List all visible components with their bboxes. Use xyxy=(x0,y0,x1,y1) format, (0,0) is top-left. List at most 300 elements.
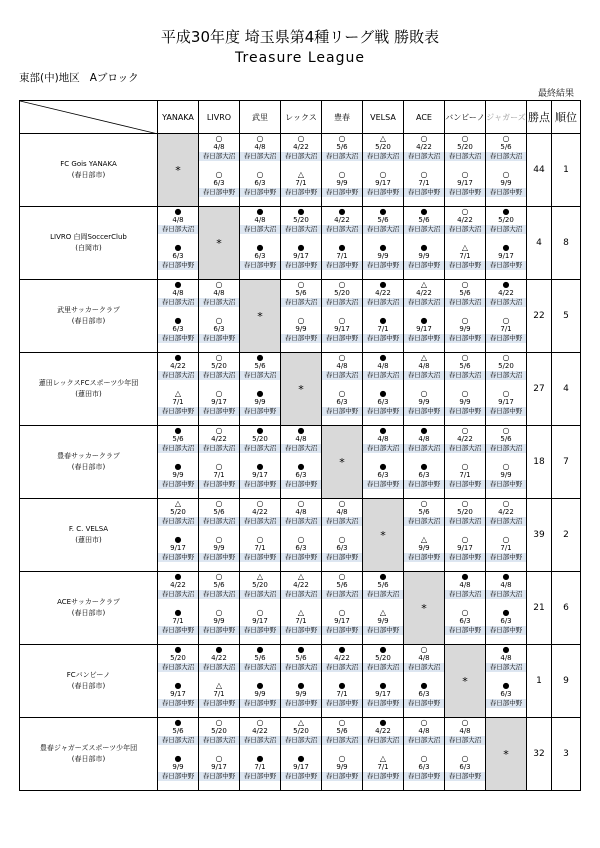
match-venue: 春日部中野 xyxy=(445,626,485,635)
match-venue: 春日部中野 xyxy=(363,626,403,635)
match-date: 5/6 xyxy=(418,508,430,516)
match-cell xyxy=(240,645,281,718)
rank-value: 1 xyxy=(552,134,581,207)
match-cell xyxy=(486,134,527,207)
match-venue: 春日部大沼 xyxy=(445,225,485,234)
match-date: 5/6 xyxy=(213,581,225,589)
match-date: 5/20 xyxy=(457,508,473,516)
result-mark: ● xyxy=(379,681,387,690)
match-venue: 春日部中野 xyxy=(199,334,239,343)
header-row xyxy=(20,101,581,134)
match-venue: 春日部大沼 xyxy=(281,444,321,453)
match-game xyxy=(199,681,239,717)
match-date: 9/17 xyxy=(211,398,227,406)
match-venue: 春日部大沼 xyxy=(445,590,485,599)
final-results-label: 最終結果 xyxy=(538,89,575,99)
match-date: 9/9 xyxy=(418,544,430,552)
match-venue: 春日部大沼 xyxy=(404,517,444,526)
match-game xyxy=(240,134,280,170)
match-venue: 春日部大沼 xyxy=(445,152,485,161)
match-cell xyxy=(363,645,404,718)
match-cell xyxy=(199,499,240,572)
result-mark: ○ xyxy=(297,280,305,289)
match-game xyxy=(158,718,198,754)
self-match-cell: * xyxy=(404,572,445,645)
match-date: 9/17 xyxy=(334,325,350,333)
self-match-cell: * xyxy=(240,280,281,353)
match-venue: 春日部大沼 xyxy=(158,663,198,672)
match-venue: 春日部大沼 xyxy=(363,298,403,307)
match-game xyxy=(158,608,198,644)
match-game xyxy=(445,608,485,644)
match-venue: 春日部中野 xyxy=(240,553,280,562)
match-cell xyxy=(404,645,445,718)
match-game xyxy=(363,608,403,644)
match-date: 5/20 xyxy=(498,216,514,224)
result-mark: ● xyxy=(379,316,387,325)
match-game xyxy=(363,754,403,790)
match-date: 4/8 xyxy=(377,362,389,370)
match-game xyxy=(445,462,485,498)
match-venue: 春日部中野 xyxy=(199,772,239,781)
match-date: 9/9 xyxy=(377,617,389,625)
match-date: 9/17 xyxy=(293,252,309,260)
match-game xyxy=(322,207,362,243)
match-venue: 春日部大沼 xyxy=(445,736,485,745)
match-venue: 春日部中野 xyxy=(240,188,280,197)
result-mark: ● xyxy=(338,681,346,690)
match-cell xyxy=(199,426,240,499)
result-mark: ○ xyxy=(338,754,346,763)
match-game xyxy=(363,134,403,170)
match-game xyxy=(281,572,321,608)
match-venue: 春日部中野 xyxy=(158,626,198,635)
match-game xyxy=(158,280,198,316)
result-mark: ● xyxy=(502,572,510,581)
result-mark: △ xyxy=(215,681,223,690)
match-venue: 春日部大沼 xyxy=(404,371,444,380)
match-venue: 春日部中野 xyxy=(363,407,403,416)
match-venue: 春日部中野 xyxy=(486,261,526,270)
result-mark: ● xyxy=(256,754,264,763)
match-venue: 春日部大沼 xyxy=(486,444,526,453)
column-header: バンビーノ xyxy=(445,101,486,134)
match-date: 9/9 xyxy=(336,763,348,771)
match-game xyxy=(240,535,280,571)
match-cell xyxy=(158,426,199,499)
result-mark: ○ xyxy=(502,134,510,143)
points-value: 32 xyxy=(527,718,552,791)
match-game xyxy=(404,207,444,243)
match-venue: 春日部中野 xyxy=(281,261,321,270)
result-mark: ○ xyxy=(420,170,428,179)
team-city: (春日部市) xyxy=(71,609,106,617)
match-date: 6/3 xyxy=(336,544,348,552)
match-venue: 春日部大沼 xyxy=(158,225,198,234)
match-date: 9/17 xyxy=(457,179,473,187)
match-date: 7/1 xyxy=(459,471,471,479)
result-mark: ○ xyxy=(461,426,469,435)
result-mark: ○ xyxy=(338,316,346,325)
result-mark: ● xyxy=(174,316,182,325)
result-mark: △ xyxy=(297,572,305,581)
match-cell xyxy=(240,134,281,207)
match-venue: 春日部大沼 xyxy=(240,663,280,672)
match-venue: 春日部中野 xyxy=(363,699,403,708)
match-game xyxy=(322,608,362,644)
match-game xyxy=(158,426,198,462)
column-header: YANAKA xyxy=(158,101,199,134)
match-game xyxy=(404,389,444,425)
match-venue: 春日部中野 xyxy=(240,626,280,635)
match-date: 7/1 xyxy=(213,690,225,698)
match-date: 9/17 xyxy=(375,690,391,698)
match-date: 4/22 xyxy=(293,143,309,151)
result-mark: △ xyxy=(420,353,428,362)
match-venue: 春日部大沼 xyxy=(240,517,280,526)
match-venue: 春日部中野 xyxy=(322,261,362,270)
match-game xyxy=(486,170,526,206)
match-venue: 春日部大沼 xyxy=(199,663,239,672)
match-date: 4/22 xyxy=(457,435,473,443)
team-name-cell xyxy=(20,353,158,426)
result-mark: ● xyxy=(379,645,387,654)
match-game xyxy=(199,170,239,206)
self-match-cell: * xyxy=(322,426,363,499)
result-mark: ○ xyxy=(338,608,346,617)
result-mark: ● xyxy=(174,608,182,617)
match-game xyxy=(445,499,485,535)
match-venue: 春日部中野 xyxy=(199,480,239,489)
match-venue: 春日部大沼 xyxy=(404,444,444,453)
match-game xyxy=(445,316,485,352)
match-cell xyxy=(158,353,199,426)
match-cell xyxy=(322,207,363,280)
self-match-cell: * xyxy=(363,499,404,572)
match-game xyxy=(240,353,280,389)
match-venue: 春日部大沼 xyxy=(240,444,280,453)
match-venue: 春日部大沼 xyxy=(199,298,239,307)
result-mark: ○ xyxy=(215,280,223,289)
match-venue: 春日部中野 xyxy=(404,553,444,562)
match-game xyxy=(322,243,362,279)
match-venue: 春日部中野 xyxy=(363,480,403,489)
match-venue: 春日部大沼 xyxy=(486,517,526,526)
match-date: 7/1 xyxy=(213,471,225,479)
match-game xyxy=(281,681,321,717)
match-game xyxy=(363,572,403,608)
match-date: 7/1 xyxy=(295,617,307,625)
match-game xyxy=(486,280,526,316)
match-cell xyxy=(322,134,363,207)
team-city: (蓮田市) xyxy=(75,536,102,544)
match-game xyxy=(199,572,239,608)
match-venue: 春日部大沼 xyxy=(363,371,403,380)
result-mark: ● xyxy=(502,207,510,216)
result-mark: ● xyxy=(174,681,182,690)
match-date: 6/3 xyxy=(295,544,307,552)
match-game xyxy=(199,134,239,170)
result-mark: ● xyxy=(174,353,182,362)
match-date: 9/17 xyxy=(416,325,432,333)
match-date: 6/3 xyxy=(418,690,430,698)
match-date: 9/9 xyxy=(418,398,430,406)
match-date: 5/20 xyxy=(170,508,186,516)
self-match-cell: * xyxy=(281,353,322,426)
match-cell xyxy=(322,499,363,572)
match-date: 4/8 xyxy=(418,362,430,370)
points-value: 21 xyxy=(527,572,552,645)
match-date: 9/9 xyxy=(254,398,266,406)
result-mark: ○ xyxy=(461,389,469,398)
match-date: 7/1 xyxy=(336,252,348,260)
match-date: 5/6 xyxy=(377,216,389,224)
match-cell xyxy=(281,426,322,499)
result-mark: △ xyxy=(420,535,428,544)
match-game xyxy=(281,535,321,571)
match-date: 5/6 xyxy=(295,654,307,662)
match-venue: 春日部中野 xyxy=(404,334,444,343)
match-date: 4/8 xyxy=(377,435,389,443)
team-row xyxy=(20,280,581,353)
column-header: ACE xyxy=(404,101,445,134)
match-game xyxy=(363,426,403,462)
match-date: 5/20 xyxy=(252,435,268,443)
match-game xyxy=(240,681,280,717)
result-mark: ○ xyxy=(420,389,428,398)
team-name: 武里サッカークラブ xyxy=(57,306,120,314)
match-game xyxy=(240,207,280,243)
match-venue: 春日部中野 xyxy=(486,699,526,708)
match-venue: 春日部中野 xyxy=(486,407,526,416)
team-name: F. C. VELSA xyxy=(68,525,109,533)
result-mark: ○ xyxy=(256,134,264,143)
result-mark: ○ xyxy=(297,316,305,325)
result-mark: ● xyxy=(461,572,469,581)
result-mark: ● xyxy=(256,681,264,690)
match-venue: 春日部大沼 xyxy=(322,225,362,234)
match-venue: 春日部中野 xyxy=(158,480,198,489)
match-game xyxy=(363,316,403,352)
match-venue: 春日部中野 xyxy=(404,699,444,708)
match-game xyxy=(486,243,526,279)
result-mark: ○ xyxy=(461,207,469,216)
match-venue: 春日部大沼 xyxy=(322,517,362,526)
match-date: 5/20 xyxy=(457,143,473,151)
match-game xyxy=(363,389,403,425)
match-date: 5/6 xyxy=(377,581,389,589)
match-date: 9/9 xyxy=(377,252,389,260)
match-date: 9/17 xyxy=(498,398,514,406)
result-mark: ● xyxy=(420,681,428,690)
match-date: 5/6 xyxy=(500,143,512,151)
match-game xyxy=(404,243,444,279)
match-game xyxy=(281,170,321,206)
team-name: ACEサッカークラブ xyxy=(57,598,120,606)
result-mark: ● xyxy=(297,681,305,690)
match-venue: 春日部大沼 xyxy=(322,298,362,307)
match-date: 4/8 xyxy=(336,362,348,370)
result-mark: ○ xyxy=(338,280,346,289)
match-cell xyxy=(404,426,445,499)
match-venue: 春日部中野 xyxy=(486,480,526,489)
result-mark: ○ xyxy=(338,718,346,727)
match-cell xyxy=(158,718,199,791)
block-name: Aブロック xyxy=(89,72,139,84)
team-name-cell xyxy=(20,426,158,499)
match-game xyxy=(486,426,526,462)
team-city: (春日部市) xyxy=(71,682,106,690)
match-game xyxy=(445,134,485,170)
match-date: 4/22 xyxy=(416,143,432,151)
match-game xyxy=(322,499,362,535)
match-venue: 春日部中野 xyxy=(445,407,485,416)
team-name-cell xyxy=(20,207,158,280)
match-date: 5/6 xyxy=(172,727,184,735)
result-mark: ● xyxy=(174,426,182,435)
result-mark: ○ xyxy=(215,353,223,362)
self-match-cell: * xyxy=(158,134,199,207)
result-mark: ○ xyxy=(215,718,223,727)
result-mark: ● xyxy=(174,535,182,544)
match-venue: 春日部大沼 xyxy=(199,371,239,380)
result-mark: △ xyxy=(379,608,387,617)
rank-value: 7 xyxy=(552,426,581,499)
match-game xyxy=(445,718,485,754)
match-game xyxy=(486,316,526,352)
result-mark: ○ xyxy=(215,316,223,325)
result-mark: ● xyxy=(256,426,264,435)
match-venue: 春日部大沼 xyxy=(158,371,198,380)
match-venue: 春日部大沼 xyxy=(240,590,280,599)
team-name-cell xyxy=(20,572,158,645)
result-mark: ○ xyxy=(297,535,305,544)
match-game xyxy=(322,754,362,790)
result-mark: ○ xyxy=(338,499,346,508)
match-cell xyxy=(404,280,445,353)
result-mark: ○ xyxy=(338,389,346,398)
result-mark: ○ xyxy=(338,353,346,362)
match-cell xyxy=(240,572,281,645)
match-game xyxy=(199,645,239,681)
match-venue: 春日部中野 xyxy=(363,334,403,343)
result-mark: ○ xyxy=(502,462,510,471)
match-venue: 春日部中野 xyxy=(445,553,485,562)
match-date: 9/17 xyxy=(252,471,268,479)
match-date: 4/8 xyxy=(213,289,225,297)
match-venue: 春日部大沼 xyxy=(322,663,362,672)
match-game xyxy=(322,353,362,389)
match-game xyxy=(199,462,239,498)
result-mark: ○ xyxy=(502,389,510,398)
match-cell xyxy=(281,645,322,718)
result-mark: △ xyxy=(174,499,182,508)
match-date: 5/6 xyxy=(418,216,430,224)
match-game xyxy=(404,353,444,389)
match-date: 5/20 xyxy=(375,143,391,151)
match-venue: 春日部大沼 xyxy=(404,736,444,745)
match-date: 5/6 xyxy=(336,581,348,589)
match-venue: 春日部中野 xyxy=(322,407,362,416)
match-date: 7/1 xyxy=(500,544,512,552)
result-mark: ● xyxy=(256,243,264,252)
match-game xyxy=(322,170,362,206)
match-game xyxy=(240,572,280,608)
match-venue: 春日部大沼 xyxy=(240,225,280,234)
column-header: VELSA xyxy=(363,101,404,134)
match-venue: 春日部大沼 xyxy=(363,152,403,161)
match-cell xyxy=(199,134,240,207)
team-name-cell xyxy=(20,645,158,718)
match-venue: 春日部中野 xyxy=(158,334,198,343)
match-date: 5/6 xyxy=(336,143,348,151)
result-mark: ○ xyxy=(379,170,387,179)
result-mark: ○ xyxy=(338,170,346,179)
result-mark: △ xyxy=(379,134,387,143)
result-mark: ○ xyxy=(297,499,305,508)
result-mark: ● xyxy=(256,462,264,471)
match-cell xyxy=(445,572,486,645)
result-mark: ● xyxy=(338,243,346,252)
team-city: (春日部市) xyxy=(71,755,106,763)
match-cell xyxy=(445,134,486,207)
match-date: 9/17 xyxy=(170,690,186,698)
match-venue: 春日部中野 xyxy=(281,480,321,489)
result-mark: ● xyxy=(174,754,182,763)
team-name: FCバンビーノ xyxy=(66,671,111,679)
match-date: 4/22 xyxy=(457,216,473,224)
match-venue: 春日部中野 xyxy=(404,261,444,270)
match-game xyxy=(158,353,198,389)
match-venue: 春日部中野 xyxy=(158,261,198,270)
match-cell xyxy=(404,499,445,572)
match-venue: 春日部大沼 xyxy=(445,444,485,453)
result-mark: ● xyxy=(502,681,510,690)
result-mark: ● xyxy=(379,207,387,216)
result-mark: ○ xyxy=(461,754,469,763)
match-date: 9/17 xyxy=(457,544,473,552)
match-venue: 春日部大沼 xyxy=(281,663,321,672)
match-game xyxy=(486,572,526,608)
match-date: 9/9 xyxy=(213,617,225,625)
self-match-cell: * xyxy=(199,207,240,280)
result-mark: ○ xyxy=(215,389,223,398)
match-game xyxy=(158,681,198,717)
match-date: 9/9 xyxy=(213,544,225,552)
match-venue: 春日部大沼 xyxy=(363,590,403,599)
result-mark: ○ xyxy=(338,535,346,544)
match-cell xyxy=(322,645,363,718)
match-date: 6/3 xyxy=(500,617,512,625)
diagonal-line xyxy=(20,101,158,134)
match-date: 5/6 xyxy=(213,508,225,516)
match-game xyxy=(363,681,403,717)
match-venue: 春日部中野 xyxy=(445,772,485,781)
match-date: 4/8 xyxy=(459,581,471,589)
match-venue: 春日部中野 xyxy=(486,334,526,343)
match-game xyxy=(445,754,485,790)
match-game xyxy=(486,389,526,425)
match-date: 6/3 xyxy=(418,763,430,771)
result-mark: △ xyxy=(379,754,387,763)
match-date: 6/3 xyxy=(336,398,348,406)
match-venue: 春日部中野 xyxy=(363,261,403,270)
result-mark: △ xyxy=(174,389,182,398)
match-cell xyxy=(158,645,199,718)
result-mark: ● xyxy=(502,243,510,252)
rank-header: 順位 xyxy=(552,101,581,134)
match-venue: 春日部大沼 xyxy=(199,444,239,453)
